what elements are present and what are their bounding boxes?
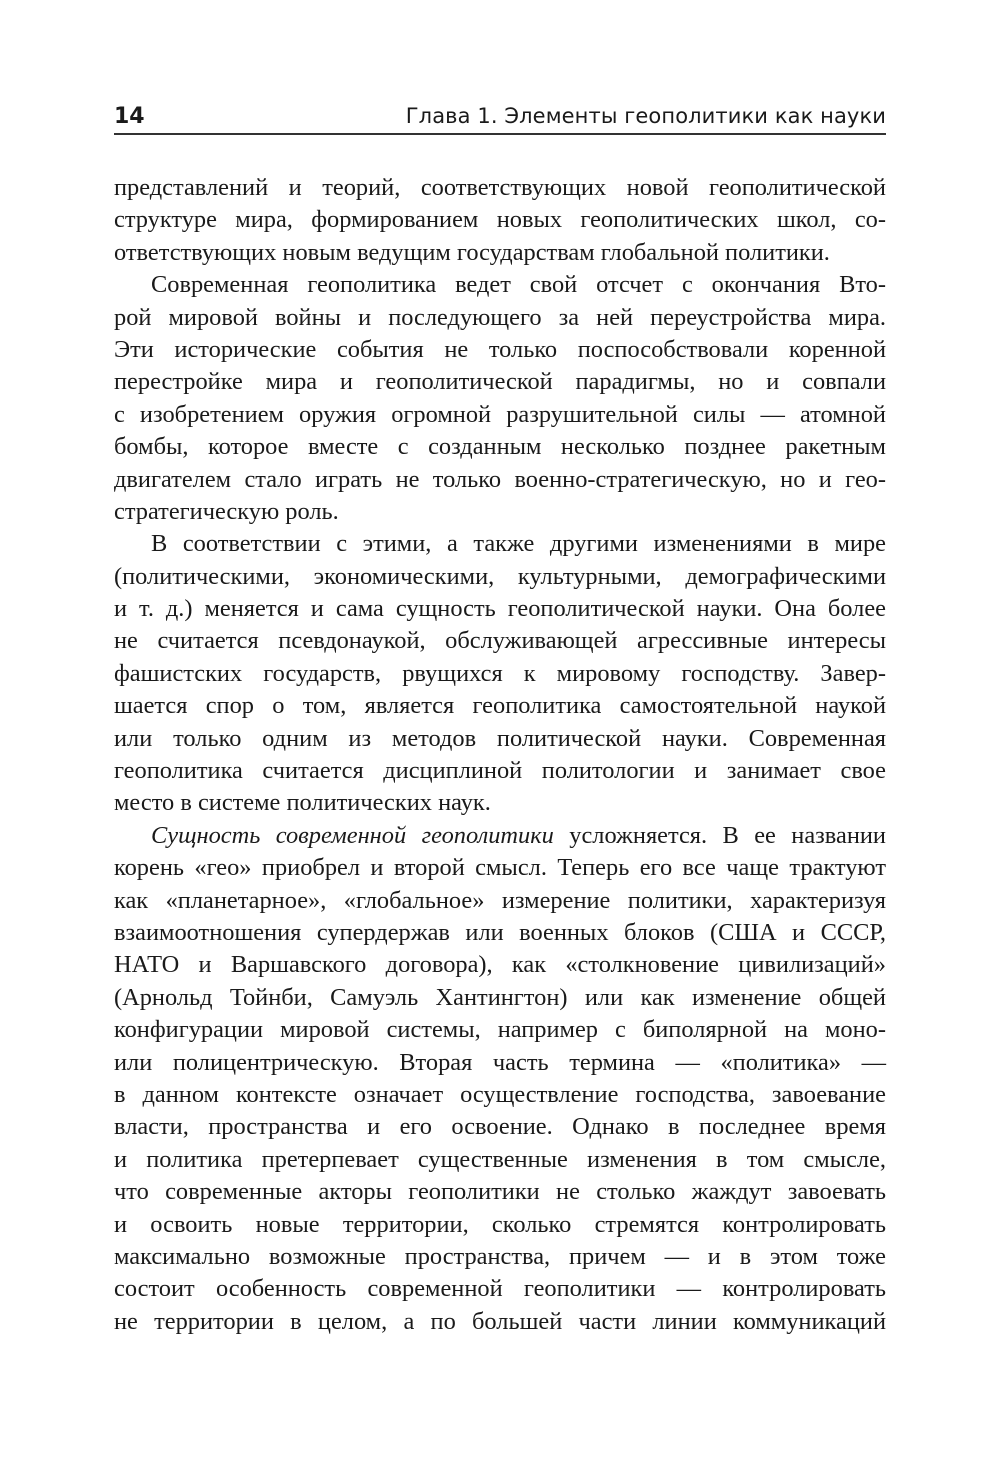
text-line: корень «гео» приобрел и второй смысл. Теперь его все чаще трактуют	[114, 854, 886, 882]
text-line: В соответствии с этими, а также другими изменениями в мире	[151, 530, 886, 558]
text-line: не территории в целом, а по большей части линии коммуникаций	[114, 1307, 886, 1335]
text-line: взаимоотношения супердержав или военных блоков (США и СССР,	[114, 918, 886, 946]
text-line: что современные акторы геополитики не столько жаждут завоевать	[114, 1178, 886, 1206]
text-line: и политика претерпевает существенные изменения в том смысле,	[114, 1145, 886, 1173]
text-line: структуре мира, формированием новых геополитических школ, со-	[114, 206, 886, 234]
text-line: или только одним из методов политической науки. Современная	[114, 724, 886, 752]
paragraph-4	[114, 820, 886, 1338]
text-line: двигателем стало играть не только военно-стратегическую, но и гео-	[114, 465, 886, 493]
paragraph-1	[114, 172, 886, 269]
body-text	[114, 172, 886, 1338]
text-line: фашистских государств, рвущихся к мировому господству. Завер-	[114, 659, 886, 687]
text-line: Современная геополитика ведет свой отсчет с окончания Вто-	[151, 271, 886, 299]
text-line: (Арнольд Тойнби, Самуэль Хантингтон) или как изменение общей	[114, 983, 886, 1011]
text-line: бомбы, которое вместе с созданным несколько позднее ракетным	[114, 433, 886, 461]
paragraph-3	[114, 528, 886, 820]
italic-term: Сущность современной геополитики	[151, 821, 554, 849]
text-line: шается спор о том, является геополитика самостоятельной наукой	[114, 692, 886, 720]
text-line: перестройке мира и геополитической парадигмы, но и совпали	[114, 368, 886, 396]
chapter-title: Глава 1. Элементы геополитики как науки	[405, 104, 886, 128]
text-line	[114, 820, 886, 852]
running-header	[114, 104, 886, 134]
text-line: не считается псевдонаукой, обслуживающей агрессивные интересы	[114, 627, 886, 655]
text-line: власти, пространства и его освоение. Однако в последнее время	[114, 1113, 886, 1141]
text-line: как «планетарное», «глобальное» измерение политики, характеризуя	[114, 886, 886, 914]
text-line: (политическими, экономическими, культурными, демографическими	[114, 562, 886, 590]
text-fragment: усложняется. В ее названии	[553, 821, 886, 849]
text-line: конфигурации мировой системы, например с биполярной на моно-	[114, 1016, 886, 1044]
text-line: представлений и теорий, соответствующих новой геополитической	[114, 174, 886, 201]
text-line: стратегическую роль.	[114, 497, 339, 525]
text-line: рой мировой войны и последующего за ней переустройства мира.	[114, 303, 886, 331]
text-line: или полицентрическую. Вторая часть термина — «политика» —	[114, 1048, 886, 1076]
text-line: состоит особенность современной геополитики — контролировать	[114, 1275, 886, 1303]
text-line: максимально возможные пространства, причем — и в этом тоже	[114, 1242, 886, 1270]
text-line: и освоить новые территории, сколько стремятся контролировать	[114, 1210, 886, 1238]
header-rule	[114, 133, 886, 135]
text-line: с изобретением оружия огромной разрушительной силы — атомной	[114, 400, 886, 428]
text-line: НАТО и Варшавского договора), как «столкновение цивилизаций»	[114, 951, 886, 979]
text-line: ответствующих новым ведущим государствам глобальной политики.	[114, 238, 830, 266]
text-line: место в системе политических наук.	[114, 789, 491, 817]
paragraph-2	[114, 269, 886, 528]
page-number: 14	[114, 104, 145, 129]
text-line: Эти исторические события не только поспособствовали коренной	[114, 335, 886, 363]
text-line: и т. д.) меняется и сама сущность геополитической науки. Она более	[114, 595, 886, 623]
text-line: в данном контексте означает осуществление господства, завоевание	[114, 1080, 886, 1108]
text-line: геополитика считается дисциплиной политологии и занимает свое	[114, 757, 886, 785]
